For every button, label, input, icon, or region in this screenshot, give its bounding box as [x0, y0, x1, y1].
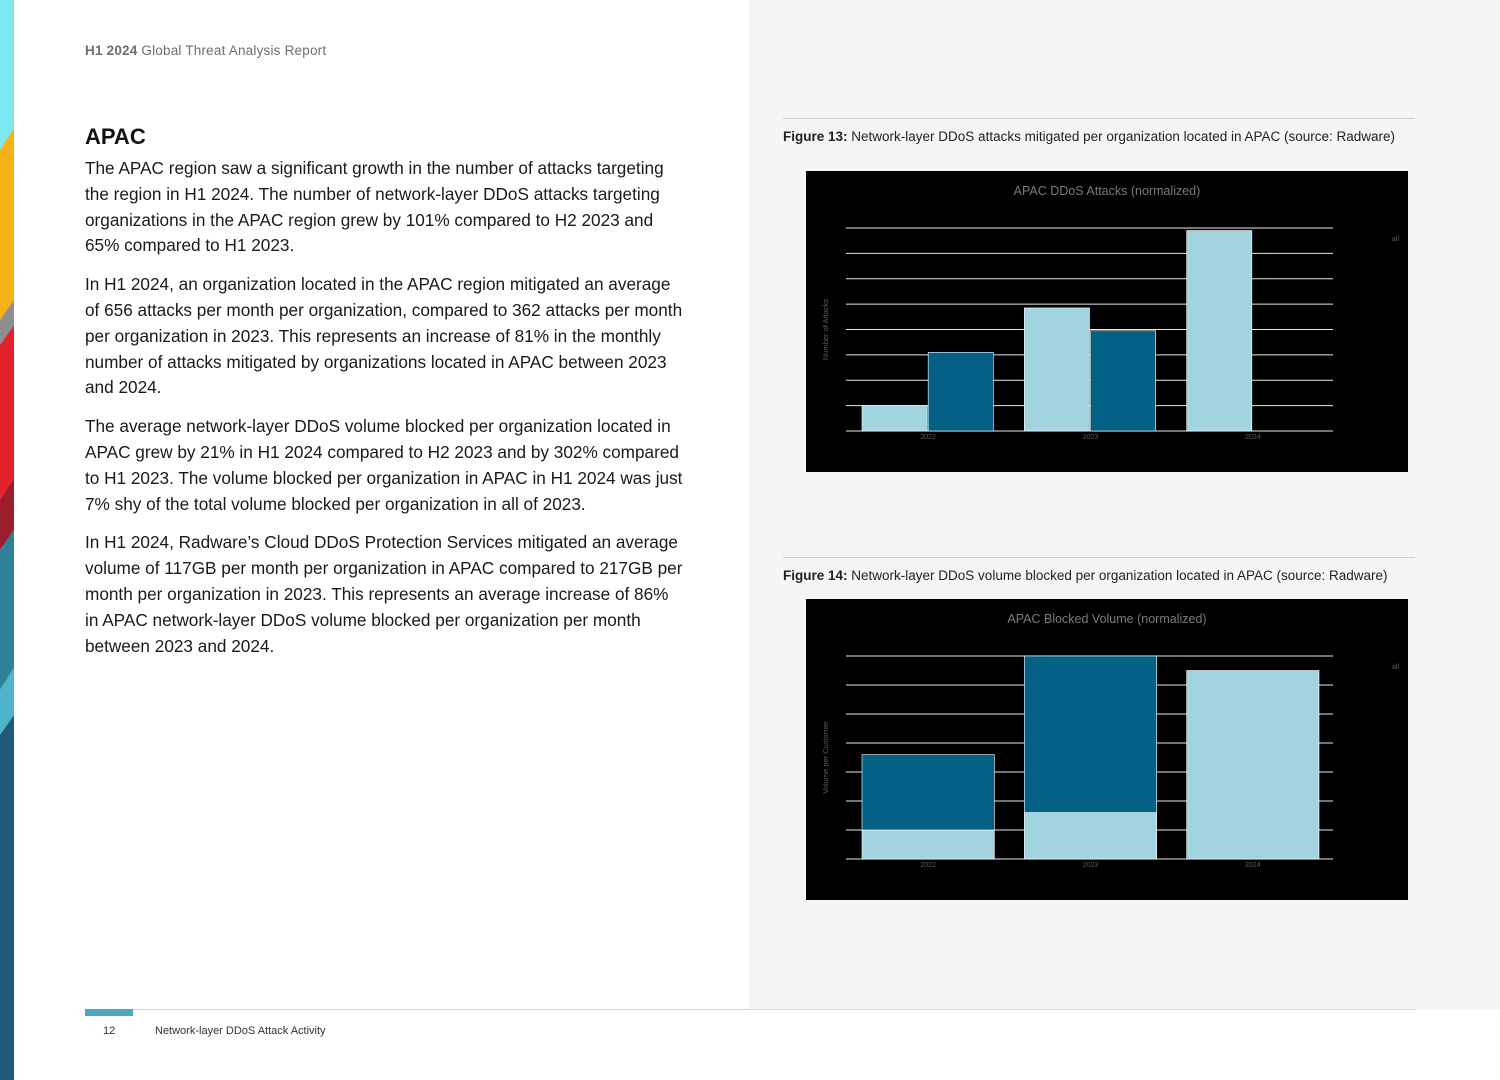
report-header — [85, 43, 326, 58]
x-tick-label: 2023 — [1082, 434, 1099, 441]
volume-bar-chart — [806, 599, 1408, 900]
x-tick-label: 2024 — [1245, 434, 1261, 441]
bar-2022-s0 — [862, 830, 994, 859]
x-tick-label: 2022 — [920, 434, 936, 441]
footer-accent-bar — [85, 1009, 133, 1016]
figure-13-rule — [783, 118, 1415, 119]
figure-14-label: Figure 14: — [783, 568, 848, 583]
chart-title: APAC DDoS Attacks (normalized) — [1013, 184, 1201, 198]
attacks-bar-chart — [806, 171, 1408, 472]
figure-14-text: Network-layer DDoS volume blocked per organization located in APAC (source: Radware) — [851, 568, 1388, 583]
bar-2023-s0 — [1024, 308, 1089, 431]
figure-13-caption — [783, 129, 1395, 144]
x-tick-label: 2023 — [1082, 862, 1099, 869]
figure-13-text: Network-layer DDoS attacks mitigated per organization located in APAC (source: Radware) — [851, 129, 1396, 144]
figure-14-rule — [783, 557, 1415, 558]
x-tick-label: 2022 — [920, 862, 936, 869]
chart-title: APAC Blocked Volume (normalized) — [1007, 612, 1207, 626]
bar-2022-s0 — [862, 406, 927, 431]
section-body — [85, 156, 685, 672]
paragraph-1: The APAC region saw a significant growth in the number of attacks targeting the region in H1 2024. The number of network-layer DDoS attacks targeting organizations in the APAC region grew by 101% compared to H2 2023 and 65% compared to H1 2023. — [85, 158, 664, 256]
report-header-year: H1 2024 — [85, 43, 138, 58]
report-header-title: Global Threat Analysis Report — [141, 43, 327, 58]
x-tick-label: 2024 — [1245, 862, 1261, 869]
section-heading: APAC — [85, 124, 146, 149]
bar-2024-s0 — [1187, 231, 1252, 431]
bar-2023-s1 — [1024, 656, 1156, 813]
paragraph-4: In H1 2024, Radware’s Cloud DDoS Protection Services mitigated an average volume of 117GB per month per organization in APAC compared to 217GB per month per organization in 2023. This represents an average increase of 86% in APAC network-layer DDoS volume blocked per organization per month between 2023 and 2024. — [85, 532, 683, 656]
footer-section-title: Network-layer DDoS Attack Activity — [155, 1025, 326, 1037]
y-axis-label: Number of Attacks — [821, 298, 830, 361]
paragraph-2: In H1 2024, an organization located in the APAC region mitigated an average of 656 attacks per month per organization, compared to 362 attacks per month per organization in 2023. This represents an increase of 81% in the monthly number of attacks mitigated by organizations located in APAC between 2023 and 2024. — [85, 274, 683, 398]
figure-14-chart — [806, 599, 1408, 900]
figure-14-caption — [783, 568, 1388, 583]
bar-2023-s1 — [1091, 331, 1156, 431]
page-number: 12 — [103, 1025, 116, 1037]
bar-2023-s0 — [1024, 813, 1156, 859]
decorative-color-stripe — [0, 0, 14, 1080]
footer-rule — [85, 1009, 1415, 1010]
figure-13-chart — [806, 171, 1408, 472]
figure-13-label: Figure 13: — [783, 129, 848, 144]
bar-2022-s1 — [928, 352, 993, 431]
legend-text: all — [1392, 236, 1400, 243]
bar-2024-s0 — [1187, 671, 1319, 860]
paragraph-3: The average network-layer DDoS volume blocked per organization located in APAC grew by 21% in H1 2024 compared to H2 2023 and by 302% compared to H1 2023. The volume blocked per organization in APAC in H1 2024 was just 7% shy of the total volume blocked per organization in all of 2023. — [85, 416, 683, 514]
legend-text: all — [1392, 664, 1400, 671]
bar-2022-s1 — [862, 755, 994, 830]
y-axis-label: Volume per Customer — [821, 721, 830, 794]
